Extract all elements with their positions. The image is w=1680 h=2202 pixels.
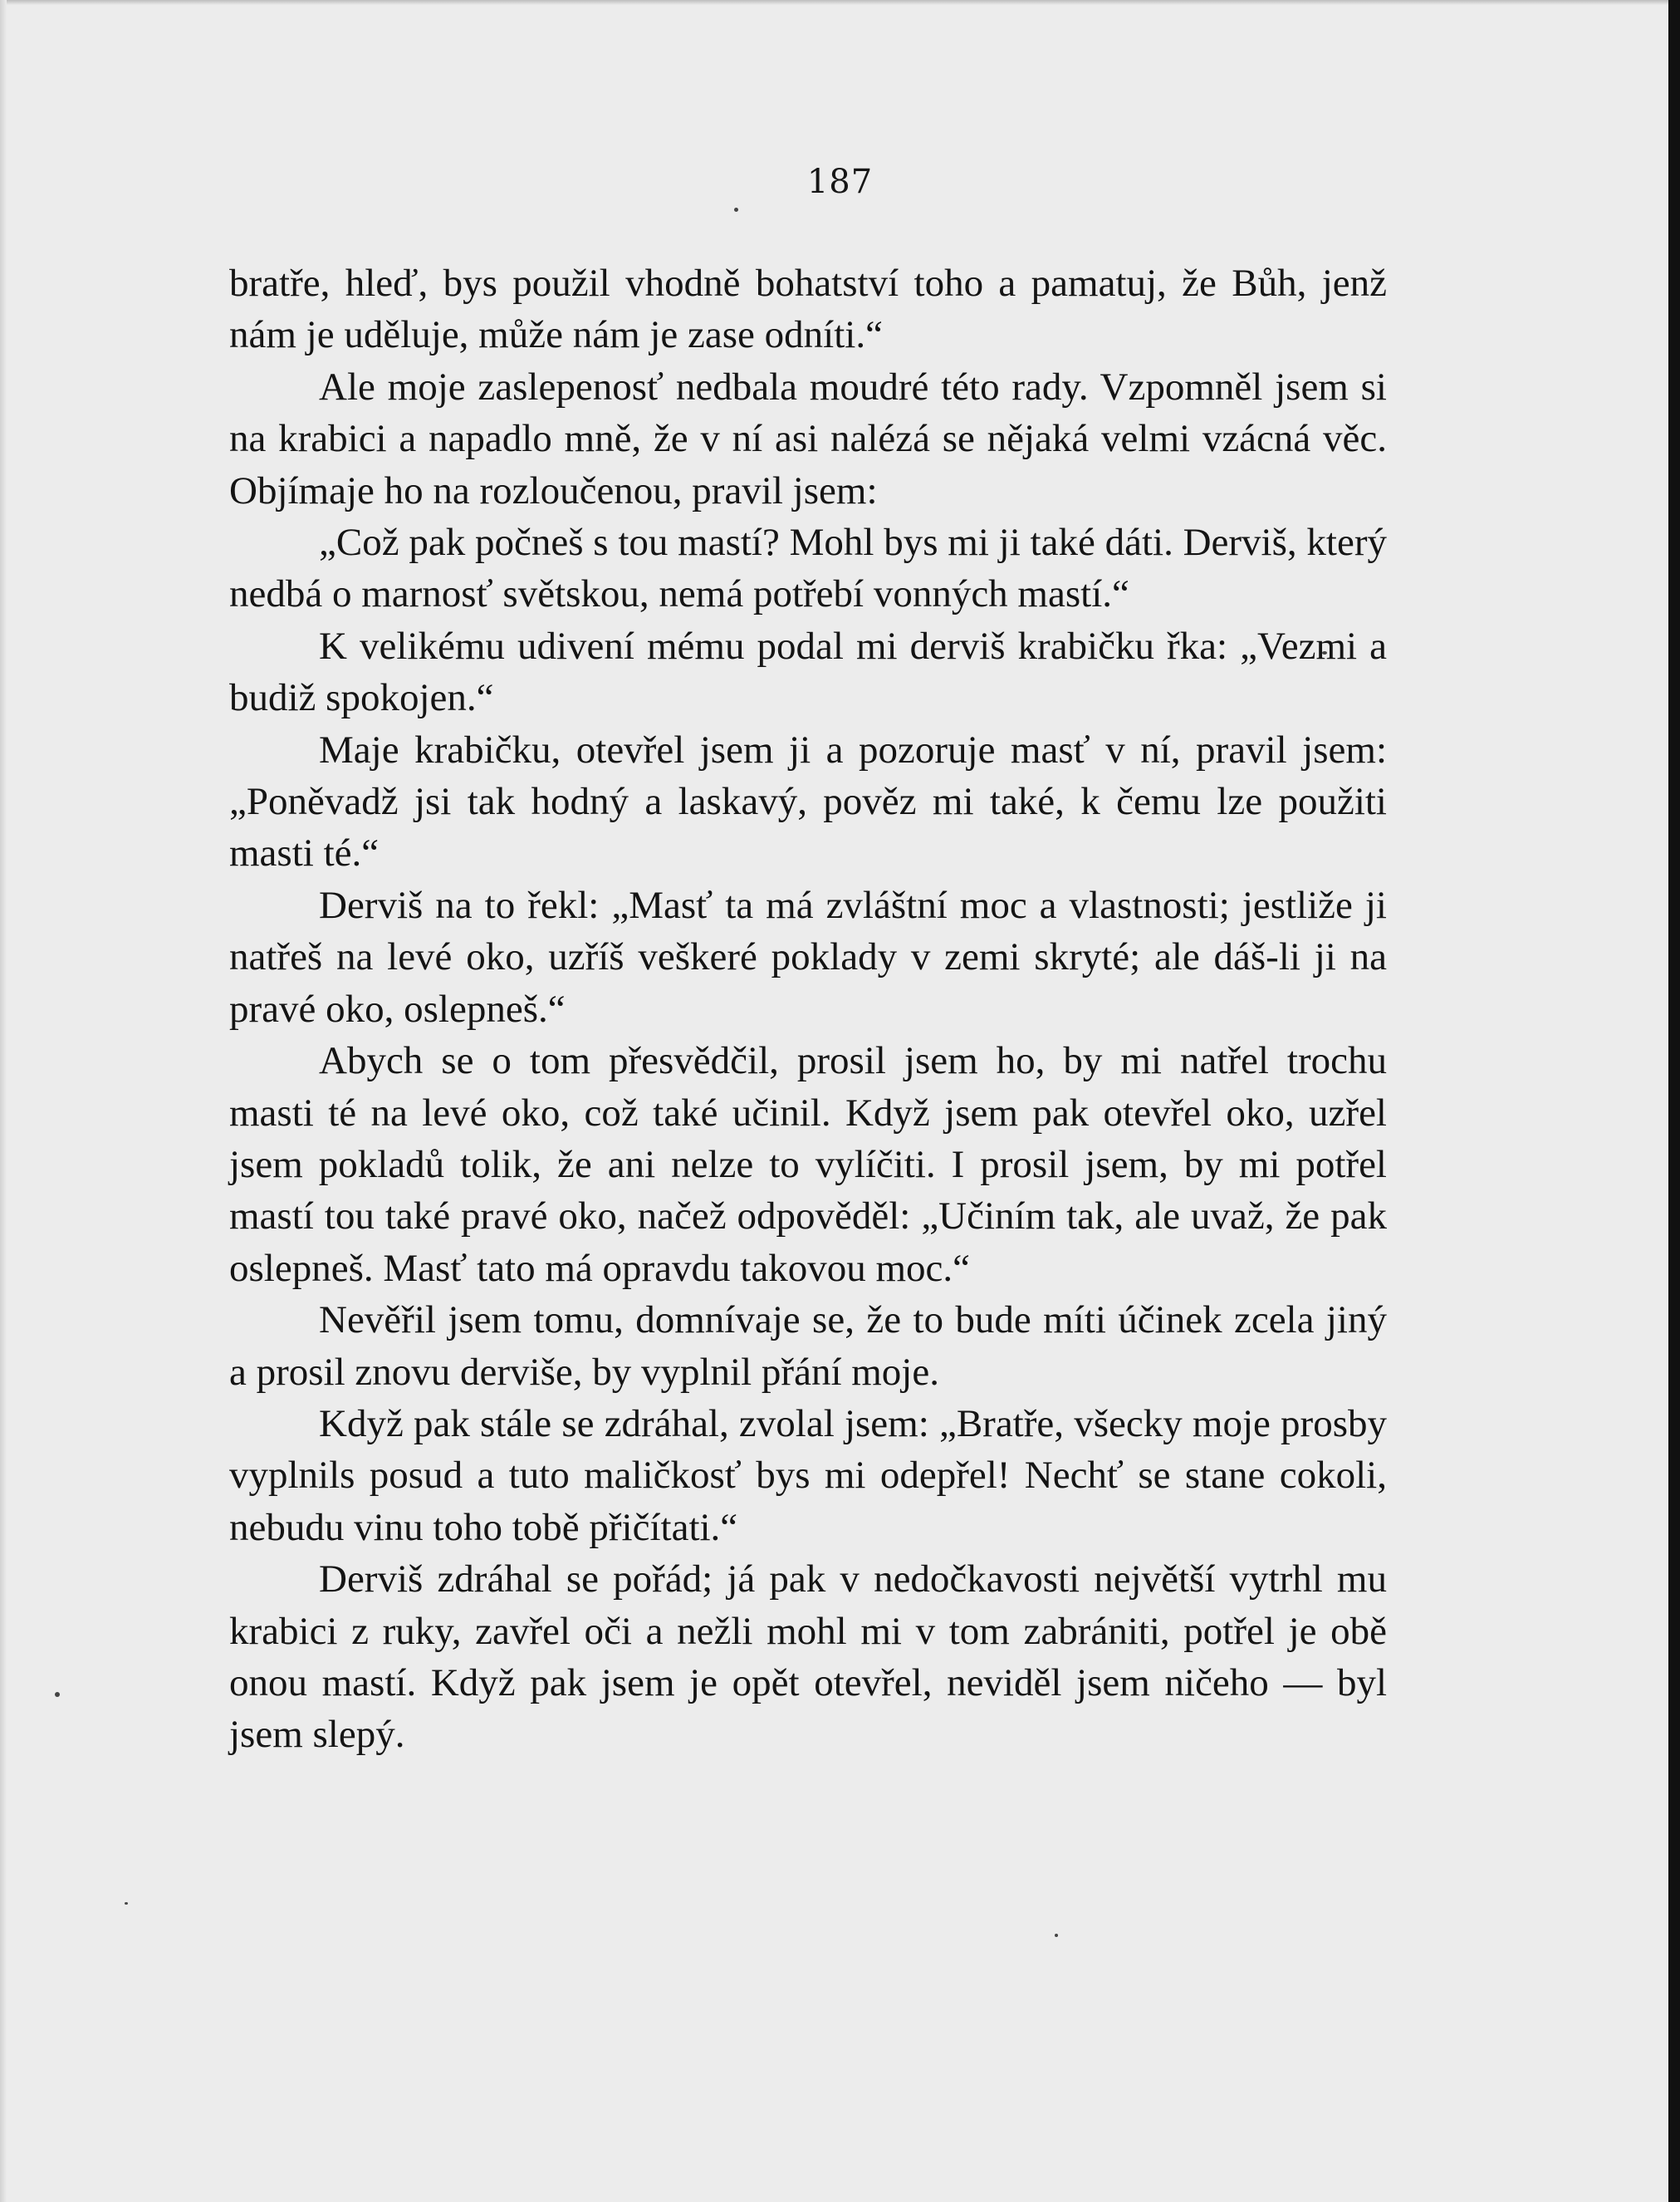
dust-speck xyxy=(1055,1934,1058,1937)
dust-speck xyxy=(734,208,738,212)
paragraph: Abych se o tom přesvědčil, prosil jsem ho, by mi natřel trochu masti té na levé oko, což také učinil. Když jsem pak otevřel oko, uzřel jsem pokladů tolik, že ani nelze to vylíčiti. I prosil jsem, by mi potřel mastí tou také pravé oko, načež odpověděl: „Učiním tak, ale uvaž, že pak oslepneš. Masť tato má opravdu takovou moc.“ xyxy=(229,1039,1387,1290)
paragraph: K velikému udivení mému podal mi derviš krabičku řka: „Vezmi a budiž spokojen.“ xyxy=(229,624,1387,720)
page-number: 187 xyxy=(806,163,874,201)
page-top-edge xyxy=(0,0,1680,5)
page-left-edge xyxy=(0,0,7,2202)
body-text xyxy=(229,257,1387,1761)
paragraph: Nevěřil jsem tomu, domnívaje se, že to bude míti účinek zcela jiný a prosil znovu derviše, by vyplnil přání moje. xyxy=(229,1298,1387,1394)
dust-speck xyxy=(55,1692,60,1697)
paragraph: Ale moje zaslepenosť nedbala moudré této rady. Vzpomněl jsem si na krabici a napadlo mně, že v ní asi nalézá se nějaká velmi vzácná věc. Objímaje ho na rozloučenou, pravil jsem: xyxy=(229,365,1387,512)
paragraph: bratře, hleď, bys použil vhodně bohatství toho a pamatuj, že Bůh, jenž nám je uděluje, může nám je zase odníti.“ xyxy=(229,262,1387,357)
paragraph: „Což pak počneš s tou mastí? Mohl bys mi ji také dáti. Derviš, který nedbá o marnosť světskou, nemá potřebí vonných mastí.“ xyxy=(229,521,1387,616)
paragraph: Maje krabičku, otevřel jsem ji a pozoruje masť v ní, pravil jsem: „Poněvadž jsi tak hodný a laskavý, pověz mi také, k čemu lze použiti masti té.“ xyxy=(229,728,1387,875)
page-right-edge xyxy=(1668,0,1680,2202)
paragraph: Derviš zdráhal se pořád; já pak v nedočkavosti největší vytrhl mu krabici z ruky, zavřel oči a nežli mohl mi v tom zabrániti, potřel je obě onou mastí. Když pak jsem je opět otevřel, neviděl jsem ničeho — byl jsem slepý. xyxy=(229,1557,1387,1757)
paragraph: Derviš na to řekl: „Masť ta má zvláštní moc a vlastnosti; jestliže ji natřeš na levé oko, uzříš veškeré poklady v zemi skryté; ale dáš-li ji na pravé oko, oslepneš.“ xyxy=(229,883,1387,1031)
dust-speck xyxy=(125,1902,128,1905)
paragraph: Když pak stále se zdráhal, zvolal jsem: „Bratře, všecky moje prosby vyplnils posud a tuto maličkosť bys mi odepřel! Nechť se stane cokoli, nebudu vinu toho tobě přičítati.“ xyxy=(229,1401,1387,1549)
